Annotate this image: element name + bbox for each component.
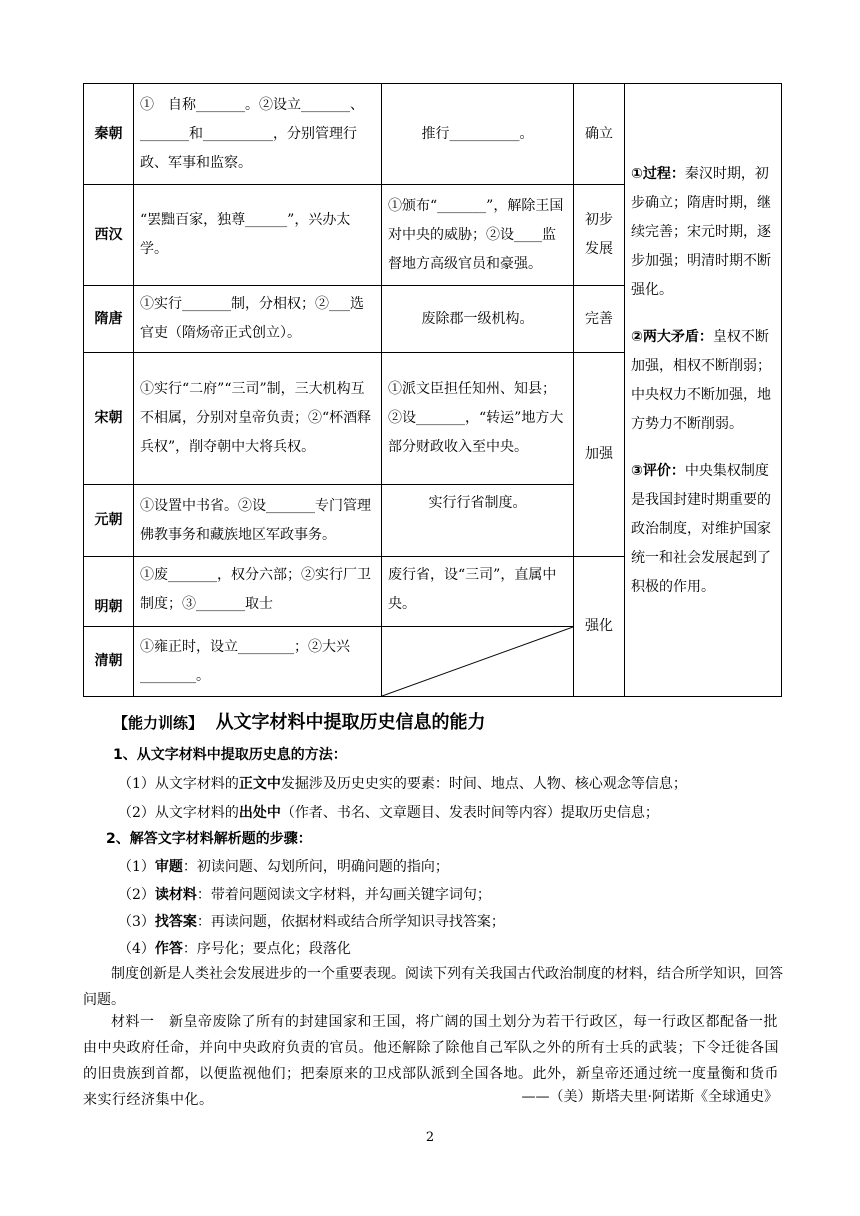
local-cell: 实行行省制度。 [382, 485, 574, 557]
summary-process: ①过程：秦汉时期，初步确立；隋唐时期，继续完善；宋元时期，逐步加强；明清时期不断强化。 [631, 166, 771, 298]
dynasty-cell: 宋朝 [84, 353, 134, 485]
material-source: ——（美）斯塔夫里·阿诺斯《全球通史》 [521, 1089, 778, 1105]
stage-cell: 强化 [574, 557, 625, 697]
central-cell: ①雍正时，设立________；②大兴________。 [134, 627, 382, 697]
empty-diagonal-cell [382, 627, 574, 697]
central-cell: ①实行“二府”“三司”制，三大机构互不相属，分别对皇帝负责；②“杯酒释兵权”，削夺朝中大将兵权。 [134, 353, 382, 485]
steps-heading: 2、解答文字材料解析题的步骤： [106, 831, 312, 847]
step-item-4: （4）作答：序号化；要点化；段落化 [118, 941, 351, 957]
training-heading: 【能力训练】 从文字材料中提取历史信息的能力 [113, 712, 486, 733]
central-cell: ①废_______，权分六部；②实行厂卫制度；③_______取士 [134, 557, 382, 627]
dynasty-cell: 明朝 [84, 557, 134, 627]
local-cell: 废行省，设“三司”，直属中央。 [382, 557, 574, 627]
question-intro: 制度创新是人类社会发展进步的一个重要表现。阅读下列有关我国古代政治制度的材料，结合所学知识，回答问题。 [83, 966, 783, 1008]
method-item-2: （2）从文字材料的出处中（作者、书名、文章题目、发表时间等内容）提取历史信息； [118, 805, 659, 821]
step-item-1: （1）审题：初读问题、勾划所问，明确问题的指向； [118, 859, 449, 875]
dynasty-cell: 清朝 [84, 627, 134, 697]
material-one: 材料一 新皇帝废除了所有的封建国家和王国，将广阔的国土划分为若干行政区，每一行政区都配备一批由中央政府任命，并向中央政府负责的官员。他还解除了除他自己军队之外的所有士兵的武装；下令迁徙各国的旧贵族到首都，以便监视他们；把秦原来的卫戍部队派到全国各地。此外，新皇帝还通过统一度量衡和货币来实行经济集中化。 [83, 1014, 779, 1108]
stage-cell: 确立 [574, 84, 625, 185]
central-cell: “罢黜百家，独尊______”，兴办太学。 [134, 185, 382, 286]
summary-contradictions: ②两大矛盾：皇权不断加强，相权不断削弱；中央权力不断加强，地方势力不断削弱。 [631, 329, 771, 432]
stage-cell: 加强 [574, 353, 625, 557]
summary-evaluation: ③评价：中央集权制度是我国封建时期重要的政治制度，对维护国家统一和社会发展起到了积极的作用。 [631, 463, 771, 595]
stage-cell: 初步发展 [574, 185, 625, 286]
central-cell: ①实行_______制，分相权；②___选官吏（隋炀帝正式创立）。 [134, 286, 382, 353]
dynasty-system-table [83, 83, 782, 697]
dynasty-cell: 秦朝 [84, 84, 134, 185]
dynasty-cell: 西汉 [84, 185, 134, 286]
dynasty-cell: 元朝 [84, 485, 134, 557]
method-heading: 1、从文字材料中提取历史息的方法： [113, 747, 347, 763]
local-cell: 推行__________。 [382, 84, 574, 185]
central-cell: ①设置中书省。②设_______专门管理佛教事务和藏族地区军政事务。 [134, 485, 382, 557]
step-item-2: （2）读材料：带着问题阅读文字材料，并勾画关键字词句； [118, 887, 491, 903]
step-item-3: （3）找答案：再读问题，依据材料或结合所学知识寻找答案； [118, 914, 505, 930]
table-row-qin [84, 84, 782, 185]
dynasty-cell: 隋唐 [84, 286, 134, 353]
page-number: 2 [425, 1130, 435, 1145]
local-cell: ①颁布“_______”，解除王国对中央的威胁；②设____监督地方高级官员和豪强。 [382, 185, 574, 286]
summary-cell [625, 84, 782, 697]
local-cell: ①派文臣担任知州、知县；②设_______，“转运”地方大部分财政收入至中央。 [382, 353, 574, 485]
local-cell: 废除郡一级机构。 [382, 286, 574, 353]
central-cell: ① 自称_______。②设立_______、_______和__________，分别管理行政、军事和监察。 [134, 84, 382, 185]
method-item-1: （1）从文字材料的正文中发掘涉及历史史实的要素：时间、地点、人物、核心观念等信息； [118, 776, 687, 792]
stage-cell: 完善 [574, 286, 625, 353]
diagonal-line [382, 627, 573, 696]
